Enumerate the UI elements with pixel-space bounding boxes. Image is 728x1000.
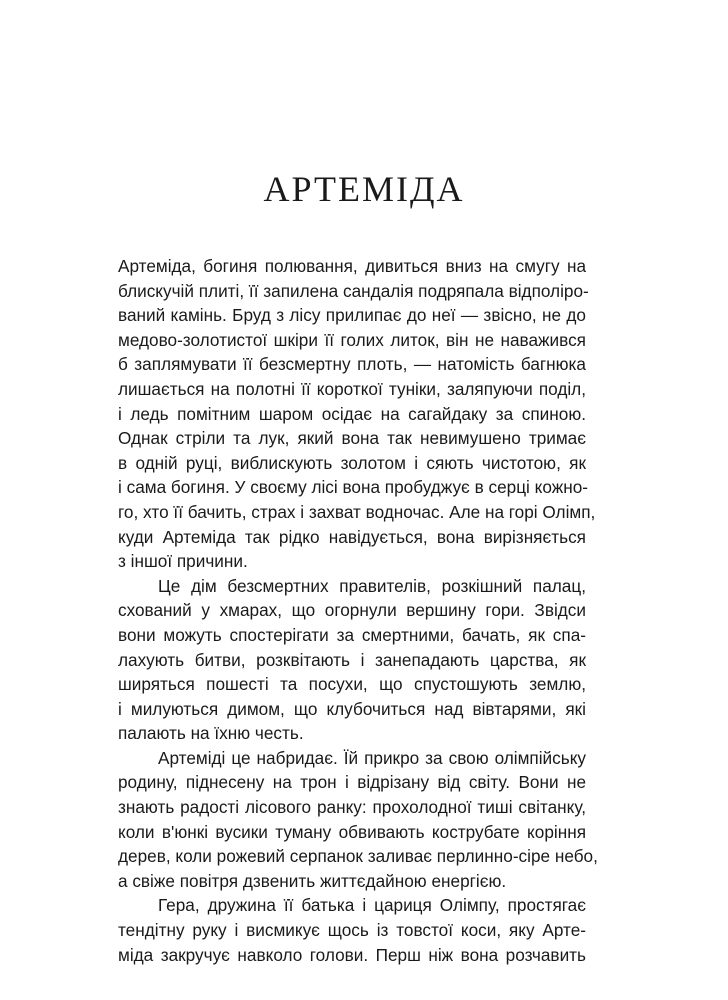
- text-line: блискучій плиті, її запилена сандалія подряпала відполіро-: [118, 280, 589, 301]
- text-line: го, хто її бачить, страх і захват водночас. Але на горі Олімп,: [118, 501, 596, 522]
- text-line: з іншої причини.: [118, 551, 248, 572]
- text-line: Це дім безсмертних правителів, розкішний палац,: [158, 575, 586, 596]
- text-line: міда закручує навколо голови. Перш ніж вона розчавить: [118, 944, 586, 965]
- paragraph: [118, 254, 596, 574]
- text-line: дерев, коли рожевий серпанок заливає перлинно-сіре небо,: [118, 846, 598, 867]
- text-line: коли в'юнкі вусики туману обвивають кострубате коріння: [118, 821, 586, 842]
- text-line: а свіже повітря дзвенить життєдайною енергією.: [118, 870, 507, 891]
- text-line: і ледь помітним шаром осідає на сагайдаку за спиною.: [118, 403, 586, 424]
- text-line: лишається на полотні її короткої туніки, заляпуючи поділ,: [118, 378, 586, 399]
- text-line: ваний камінь. Бруд з лісу прилипає до неї — звісно, не до: [118, 305, 586, 326]
- text-line: Гера, дружина її батька і цариця Олімпу, простягає: [158, 895, 586, 916]
- text-line: знають радості лісового ранку: прохолодної тиші світанку,: [118, 797, 586, 818]
- text-line: Однак стріли та лук, який вона так невимушено тримає: [118, 428, 586, 449]
- text-line: палають на їхню честь.: [118, 723, 304, 744]
- text-line: куди Артеміда так рідко навідується, вона вирізняється: [118, 526, 586, 547]
- paragraph: [118, 893, 586, 967]
- text-line: медово-золотистої шкіри її голих литок, він не наважився: [118, 329, 586, 350]
- paragraph: [118, 746, 598, 894]
- text-line: тендітну руку і висмикує щось із товстої коси, яку Арте-: [118, 920, 586, 941]
- text-line: родину, піднесену на трон і відрізану від світу. Вони не: [118, 772, 586, 793]
- text-line: схований у хмарах, що огорнули вершину гори. Звідси: [118, 600, 586, 621]
- paragraph: [118, 574, 586, 746]
- text-line: і сама богиня. У своєму лісі вона пробуджує в серці кожно-: [118, 477, 588, 498]
- chapter-title: АРТЕМІДА: [263, 169, 465, 209]
- text-line: Артеміді це набридає. Їй прикро за свою олімпійську: [158, 747, 586, 768]
- text-line: вони можуть спостерігати за смертними, бачать, як спа-: [118, 624, 586, 645]
- text-line: і милуються димом, що клубочиться над вівтарями, які: [118, 698, 586, 719]
- text-line: б заплямувати її безсмертну плоть, — натомість багнюка: [118, 354, 586, 375]
- text-line: Артеміда, богиня полювання, дивиться вниз на смугу на: [118, 256, 586, 276]
- text-line: лахують битви, розквітають і занепадають царства, як: [118, 649, 586, 670]
- text-line: ширяться пошесті та посухи, що спустошують землю,: [118, 674, 586, 695]
- body-text: [118, 254, 598, 967]
- text-line: в одній руці, виблискують золотом і сяють чистотою, як: [118, 452, 586, 473]
